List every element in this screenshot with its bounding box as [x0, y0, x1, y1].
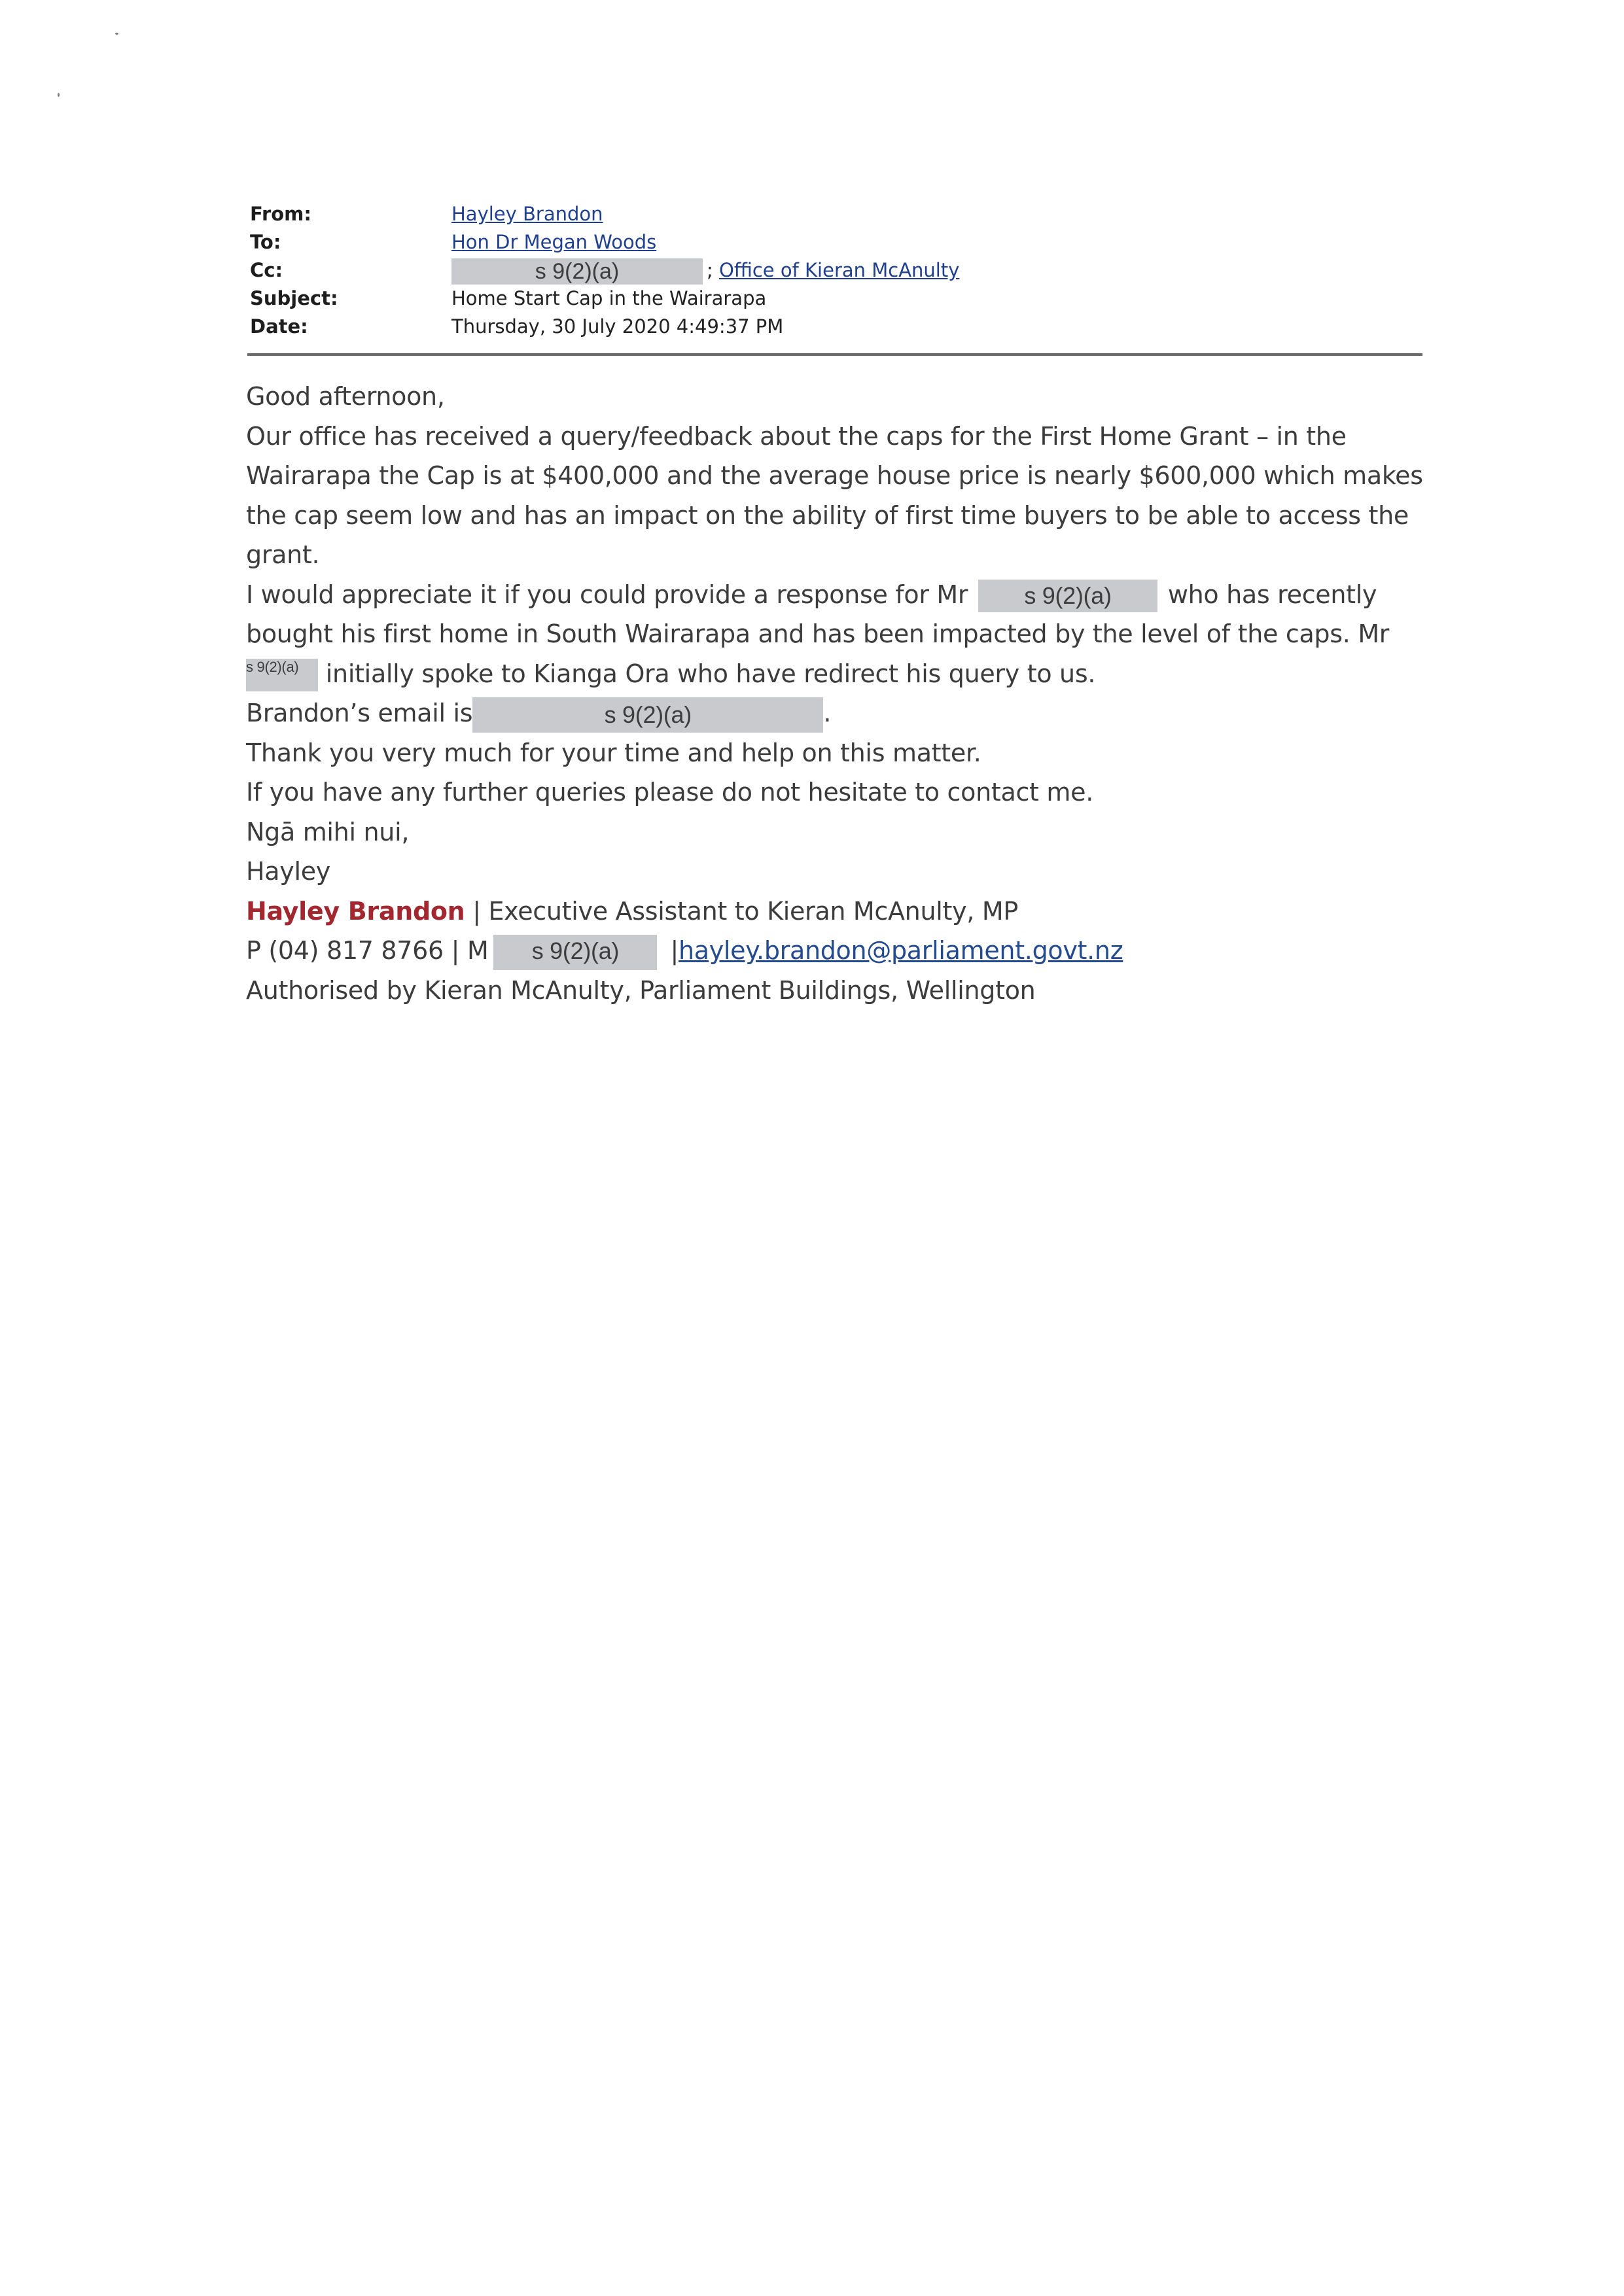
from-row	[250, 200, 1421, 228]
greeting: Good afternoon,	[246, 382, 445, 411]
cc-label: Cc:	[250, 259, 283, 281]
date-row	[250, 313, 1421, 341]
thanks-line: Thank you very much for your time and help on this matter.	[246, 738, 981, 767]
subject-row	[250, 285, 1421, 313]
to-link[interactable]: Hon Dr Megan Woods	[451, 231, 657, 253]
mobile-redaction: s 9(2)(a)	[493, 935, 657, 970]
body-paragraph-2: I would appreciate it if you could provide a response for Mr s 9(2)(a) who has recently bought his first home in South Wairarapa and has been impacted by the level of the caps. Mr s 9(2)(a) initially spoke to Kianga Ora who have redirect his query to us.	[246, 575, 1424, 694]
to-label: To:	[250, 231, 281, 253]
signoff-line: Hayley	[246, 857, 330, 886]
further-line: If you have any further queries please do not hesitate to contact me.	[246, 778, 1093, 807]
signature-phone: P (04) 817 8766 | M	[246, 936, 489, 965]
date-value: Thursday, 30 July 2020 4:49:37 PM	[451, 315, 784, 338]
email-header	[250, 200, 1421, 341]
cc-row	[250, 256, 1421, 285]
signature-title-line	[246, 892, 1424, 931]
cc-link[interactable]: Office of Kieran McAnulty	[719, 259, 960, 281]
closing-line: Ngā mihi nui,	[246, 817, 410, 846]
signature-title: | Executive Assistant to Kieran McAnulty, MP	[472, 896, 1018, 926]
email-line: Brandon’s email is s 9(2)(a) .	[246, 693, 1424, 733]
signature-authorised: Authorised by Kieran McAnulty, Parliament Buildings, Wellington	[246, 975, 1036, 1005]
email-body	[246, 377, 1424, 1010]
scan-speck	[58, 93, 60, 97]
name-redaction-small: s 9(2)(a)	[246, 659, 318, 691]
cc-separator: ;	[707, 259, 713, 281]
header-divider	[247, 353, 1422, 356]
subject-value: Home Start Cap in the Wairarapa	[451, 287, 767, 309]
to-row	[250, 228, 1421, 256]
signature-name: Hayley Brandon	[246, 896, 465, 926]
cc-redaction: s 9(2)(a)	[451, 258, 703, 285]
from-label: From:	[250, 203, 311, 225]
name-redaction: s 9(2)(a)	[978, 580, 1157, 612]
signature-pipe: |	[670, 936, 679, 965]
from-link[interactable]: Hayley Brandon	[451, 203, 603, 225]
date-label: Date:	[250, 315, 308, 338]
body-paragraph-1: Our office has received a query/feedback about the caps for the First Home Grant – in the Wairarapa the Cap is at $400,000 and the average house price is nearly $600,000 which makes the cap seem low and has an impact on the ability of first time buyers to be able to access the grant.	[246, 421, 1423, 569]
subject-label: Subject:	[250, 287, 338, 309]
signature-email-link[interactable]: hayley.brandon@parliament.govt.nz	[678, 936, 1123, 965]
scan-speck	[115, 33, 118, 35]
email-redaction: s 9(2)(a)	[472, 697, 823, 733]
signature-contact-line	[246, 931, 1424, 971]
